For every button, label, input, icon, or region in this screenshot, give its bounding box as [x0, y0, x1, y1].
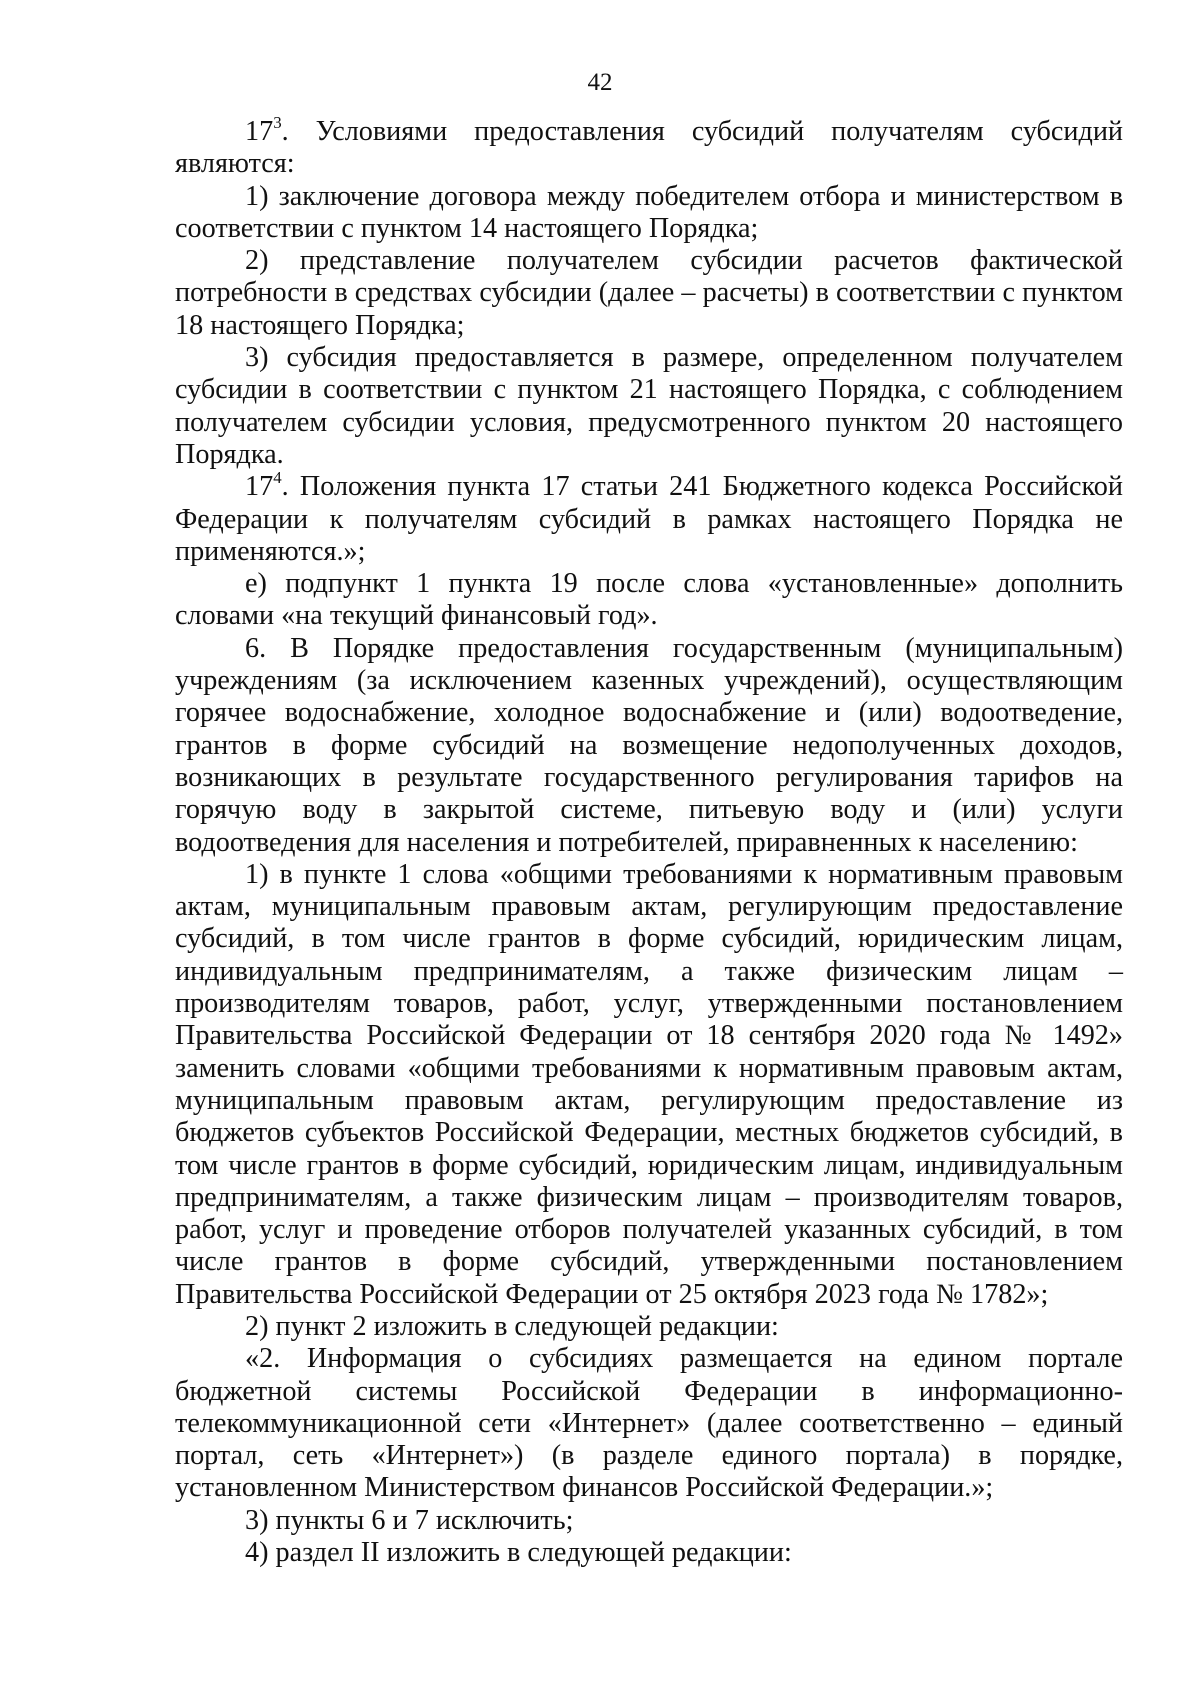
paragraph-prefix: 17: [245, 116, 274, 147]
paragraph-17-3: [175, 113, 1123, 181]
paragraph-6-item-4: 4) раздел II изложить в следующей редакции:: [245, 1537, 792, 1569]
paragraph-text: . Положения пункта 17 статьи 241 Бюджетного кодекса Российской Федерации к получателям субсидий в рамках настоящего Порядка не применяются.»;: [175, 471, 1123, 567]
paragraph-item-3: 3) субсидия предоставляется в размере, определенном получателем субсидии в соответствии с пунктом 21 настоящего Порядка, с соблюдением получателем субсидии условия, предусмотренного пунктом 20 настоящего Порядка.: [175, 342, 1123, 470]
paragraph-6-item-2: 2) пункт 2 изложить в следующей редакции:: [245, 1310, 779, 1342]
page-number: 42: [587, 69, 613, 96]
paragraph-prefix: 17: [245, 471, 274, 503]
paragraph-6-item-3: 3) пункты 6 и 7 исключить;: [245, 1504, 574, 1536]
paragraph-17-4: [175, 468, 1123, 568]
paragraph-quoted-item-2: «2. Информация о субсидиях размещается на едином портале бюджетной системы Российской Федерации в информационно-телекоммуникационной сети «Интернет» (далее соответственно – единый портал, сеть «Интернет») (в разделе единого портала) в порядке, установленном Министерством финансов Российской Федерации.»;: [175, 1343, 1123, 1504]
document-body: [175, 113, 1123, 1569]
paragraph-section-6: 6. В Порядке предоставления государственным (муниципальным) учреждениям (за исключением казенных учреждений), осуществляющим горячее водоснабжение, холодное водоснабжение и (или) водоотведение, грантов в форме субсидий на возмещение недополученных доходов, возникающих в результате государственного регулирования тарифов на горячую воду в закрытой системе, питьевую воду и (или) услуги водоотведения для населения и потребителей, приравненных к населению:: [175, 632, 1123, 858]
paragraph-item-1: 1) заключение договора между победителем отбора и министерством в соответствии с пунктом 14 настоящего Порядка;: [175, 180, 1123, 244]
paragraph-superscript: 4: [273, 468, 282, 488]
paragraph-text: . Условиями предоставления субсидий получателям субсидий являются:: [175, 116, 1123, 180]
paragraph-item-2: 2) представление получателем субсидии расчетов фактической потребности в средствах субсидии (далее – расчеты) в соответствии с пунктом 18 настоящего Порядка;: [175, 245, 1123, 341]
paragraph-superscript: 3: [273, 113, 282, 133]
paragraph-6-item-1: 1) в пункте 1 слова «общими требованиями к нормативным правовым актам, муниципальным правовым актам, регулирующим предоставление субсидий, в том числе грантов в форме субсидий, юридическим лицам, индивидуальным предпринимателям, а также физическим лицам – производителям товаров, работ, услуг, утвержденными постановлением Правительства Российской Федерации от 18 сентября 2020 года № 1492» заменить словами «общими требованиями к нормативным правовым актам, муниципальным правовым актам, регулирующим предоставление из бюджетов субъектов Российской Федерации, местных бюджетов субсидий, в том числе грантов в форме субсидий, юридическим лицам, индивидуальным предпринимателям, а также физическим лицам – производителям товаров, работ, услуг и проведение отборов получателей указанных субсидий, в том числе грантов в форме субсидий, утвержденными постановлением Правительства Российской Федерации от 25 октября 2023 года № 1782»;: [175, 858, 1123, 1310]
paragraph-subitem-e: е) подпункт 1 пункта 19 после слова «установленные» дополнить словами «на текущий финансовый год».: [175, 568, 1123, 632]
